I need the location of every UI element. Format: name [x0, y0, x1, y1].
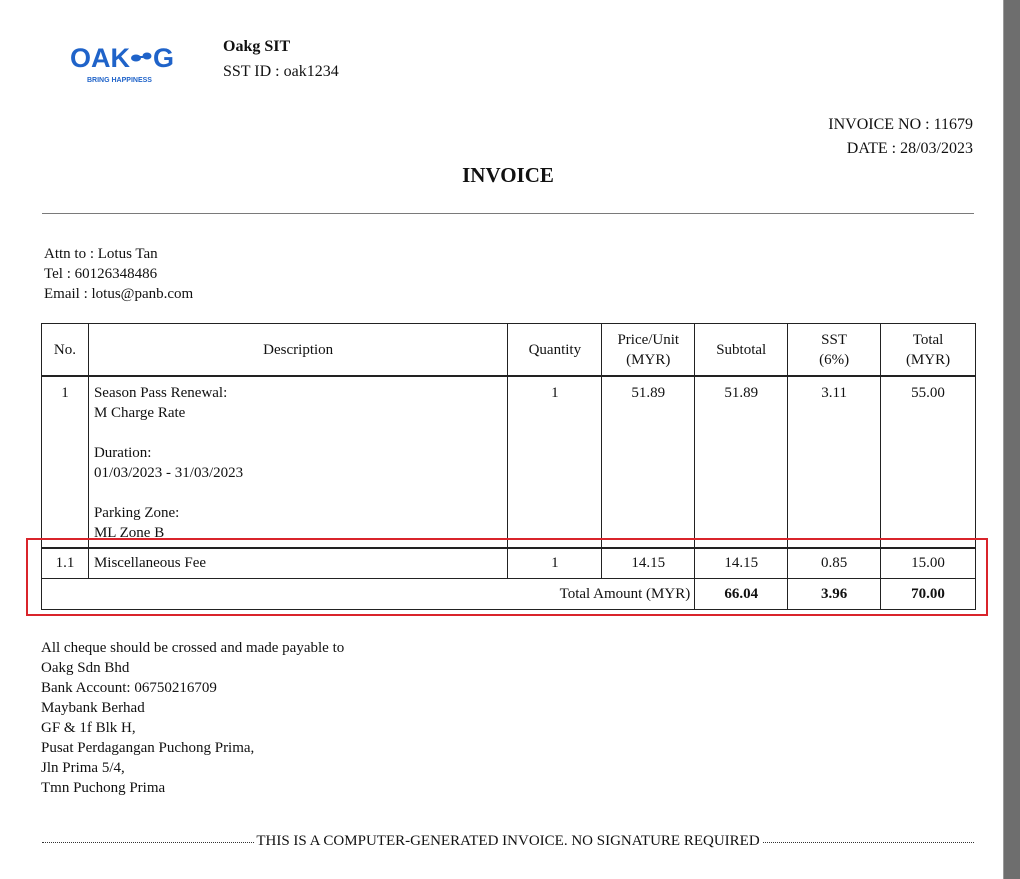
header-sst [788, 324, 881, 377]
payment-line: Maybank Berhad [41, 700, 145, 716]
footer-note-text: THIS IS A COMPUTER-GENERATED INVOICE. NO SIGNATURE REQUIRED [256, 833, 760, 849]
row-total: 15.00 [881, 548, 976, 579]
payment-line: Oakg Sdn Bhd [41, 660, 130, 676]
table-row [42, 376, 976, 548]
svg-text:G: G [153, 43, 175, 73]
viewer-scrollbar-track[interactable] [1004, 0, 1020, 879]
header-total-line1: Total [912, 331, 944, 348]
table-row [42, 548, 976, 579]
svg-text:BRING HAPPINESS: BRING HAPPINESS [87, 77, 152, 84]
desc-line: Season Pass Renewal: [93, 385, 228, 401]
header-total-line2: (MYR) [905, 351, 951, 368]
desc-line: Parking Zone: [93, 505, 180, 521]
invoice-items-table [41, 323, 976, 610]
header-price [602, 324, 695, 377]
header-sst-line1: SST [821, 331, 848, 348]
payment-line: All cheque should be crossed and made payable to [41, 640, 345, 656]
row-description [88, 376, 507, 548]
total-subtotal: 66.04 [695, 579, 788, 610]
row-price: 14.15 [602, 548, 695, 579]
totals-row [42, 579, 976, 610]
row-price: 51.89 [602, 376, 695, 548]
invoice-number: INVOICE NO : 11679 [828, 116, 973, 133]
row-quantity: 1 [508, 548, 602, 579]
payment-instructions [41, 638, 344, 798]
payment-line: GF & 1f Blk H, [41, 720, 136, 736]
header-total [881, 324, 976, 377]
header-price-line1: Price/Unit [617, 331, 680, 348]
company-name: Oakg SIT [223, 38, 291, 55]
row-description: Miscellaneous Fee [88, 548, 507, 579]
invoice-date: DATE : 28/03/2023 [846, 140, 973, 157]
row-subtotal: 14.15 [695, 548, 788, 579]
company-logo [70, 40, 180, 88]
logo-graphic [70, 40, 180, 88]
tel-line: Tel : 60126348486 [44, 266, 158, 282]
payment-line: Bank Account: 06750216709 [41, 680, 217, 696]
row-sst: 0.85 [788, 548, 881, 579]
header-no: No. [42, 324, 89, 377]
total-amount-label: Total Amount (MYR) [42, 579, 695, 610]
page-title: INVOICE [462, 163, 554, 187]
attn-line: Attn to : Lotus Tan [44, 246, 158, 262]
table-header-row [42, 324, 976, 377]
sst-id: SST ID : oak1234 [223, 63, 339, 80]
header-subtotal: Subtotal [695, 324, 788, 377]
header-sst-line2: (6%) [819, 351, 850, 368]
payment-line: Pusat Perdagangan Puchong Prima, [41, 740, 255, 756]
row-total: 55.00 [881, 376, 976, 548]
desc-line: 01/03/2023 - 31/03/2023 [93, 465, 244, 481]
desc-line: M Charge Rate [93, 405, 186, 421]
total-sst: 3.96 [788, 579, 881, 610]
payment-line: Tmn Puchong Prima [41, 780, 166, 796]
row-no: 1 [42, 376, 89, 548]
row-quantity: 1 [508, 376, 602, 548]
desc-line: ML Zone B [93, 525, 165, 541]
desc-line: Duration: [93, 445, 152, 461]
svg-text:OAK: OAK [70, 43, 130, 73]
total-amount: 70.00 [881, 579, 976, 610]
row-no: 1.1 [42, 548, 89, 579]
header-divider [42, 213, 974, 214]
header-description: Description [88, 324, 507, 377]
header-price-line2: (MYR) [626, 351, 671, 368]
email-line: Email : lotus@panb.com [44, 286, 194, 302]
row-sst: 3.11 [788, 376, 881, 548]
footer-note [0, 833, 1016, 850]
header-quantity: Quantity [508, 324, 602, 377]
payment-line: Jln Prima 5/4, [41, 760, 125, 776]
row-subtotal: 51.89 [695, 376, 788, 548]
